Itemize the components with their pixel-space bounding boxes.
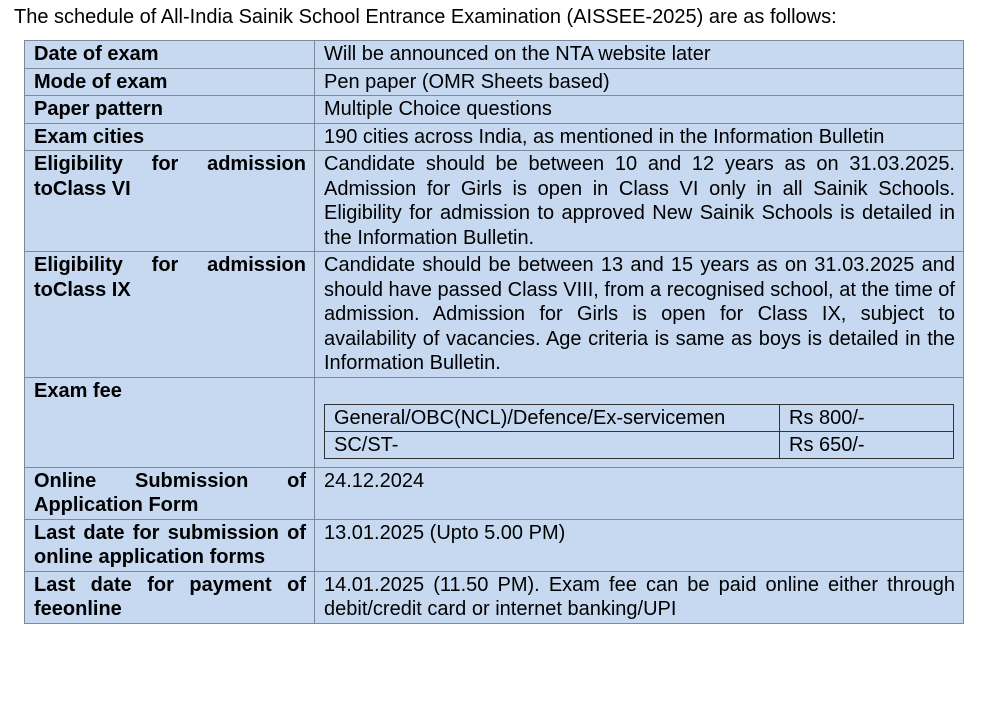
row-label-last-date-payment: Last date for payment of feeonline — [25, 571, 315, 623]
row-label-mode-of-exam: Mode of exam — [25, 68, 315, 96]
table-row — [25, 519, 964, 571]
fee-category: General/OBC(NCL)/Defence/Ex-servicemen — [325, 404, 780, 431]
row-label-last-date-submission: Last date for submission of online application forms — [25, 519, 315, 571]
row-value-last-date-payment: 14.01.2025 (11.50 PM). Exam fee can be paid online either through debit/credit card or internet banking/UPI — [315, 571, 964, 623]
table-row — [25, 123, 964, 151]
table-row — [25, 151, 964, 252]
row-label-exam-cities: Exam cities — [25, 123, 315, 151]
fee-row — [325, 404, 954, 431]
row-value-exam-cities: 190 cities across India, as mentioned in the Information Bulletin — [315, 123, 964, 151]
row-value-mode-of-exam: Pen paper (OMR Sheets based) — [315, 68, 964, 96]
schedule-table — [24, 40, 964, 624]
row-label-date-of-exam: Date of exam — [25, 41, 315, 69]
row-label-exam-fee: Exam fee — [25, 377, 315, 467]
page-heading: The schedule of All-India Sainik School Entrance Examination (AISSEE-2025) are as follows: — [14, 6, 837, 28]
table-row — [25, 571, 964, 623]
fee-category: SC/ST- — [325, 431, 780, 458]
table-row — [25, 96, 964, 124]
row-value-date-of-exam: Will be announced on the NTA website later — [315, 41, 964, 69]
row-label-eligibility-class-ix: Eligibility for admission toClass IX — [25, 252, 315, 378]
row-label-paper-pattern: Paper pattern — [25, 96, 315, 124]
row-value-eligibility-class-vi: Candidate should be between 10 and 12 years as on 31.03.2025. Admission for Girls is open in Class VI only in all Sainik Schools. Eligibility for admission to approved New Sainik Schools is detailed in the Information Bulletin. — [315, 151, 964, 252]
fee-row — [325, 431, 954, 458]
table-row — [25, 68, 964, 96]
row-value-paper-pattern: Multiple Choice questions — [315, 96, 964, 124]
table-row — [25, 467, 964, 519]
fee-table — [324, 404, 954, 459]
row-label-online-submission: Online Submission of Application Form — [25, 467, 315, 519]
row-value-eligibility-class-ix: Candidate should be between 13 and 15 years as on 31.03.2025 and should have passed Class VIII, from a recognised school, at the time of admission. Admission for Girls is open for Class IX, subject to availability of vacancies. Age criteria is same as boys is detailed in the Information Bulletin. — [315, 252, 964, 378]
row-label-eligibility-class-vi: Eligibility for admission toClass VI — [25, 151, 315, 252]
table-row — [25, 41, 964, 69]
fee-amount: Rs 650/- — [780, 431, 954, 458]
row-value-online-submission: 24.12.2024 — [315, 467, 964, 519]
fee-amount: Rs 800/- — [780, 404, 954, 431]
row-value-exam-fee — [315, 377, 964, 467]
table-row — [25, 377, 964, 467]
row-value-last-date-submission: 13.01.2025 (Upto 5.00 PM) — [315, 519, 964, 571]
table-row — [25, 252, 964, 378]
